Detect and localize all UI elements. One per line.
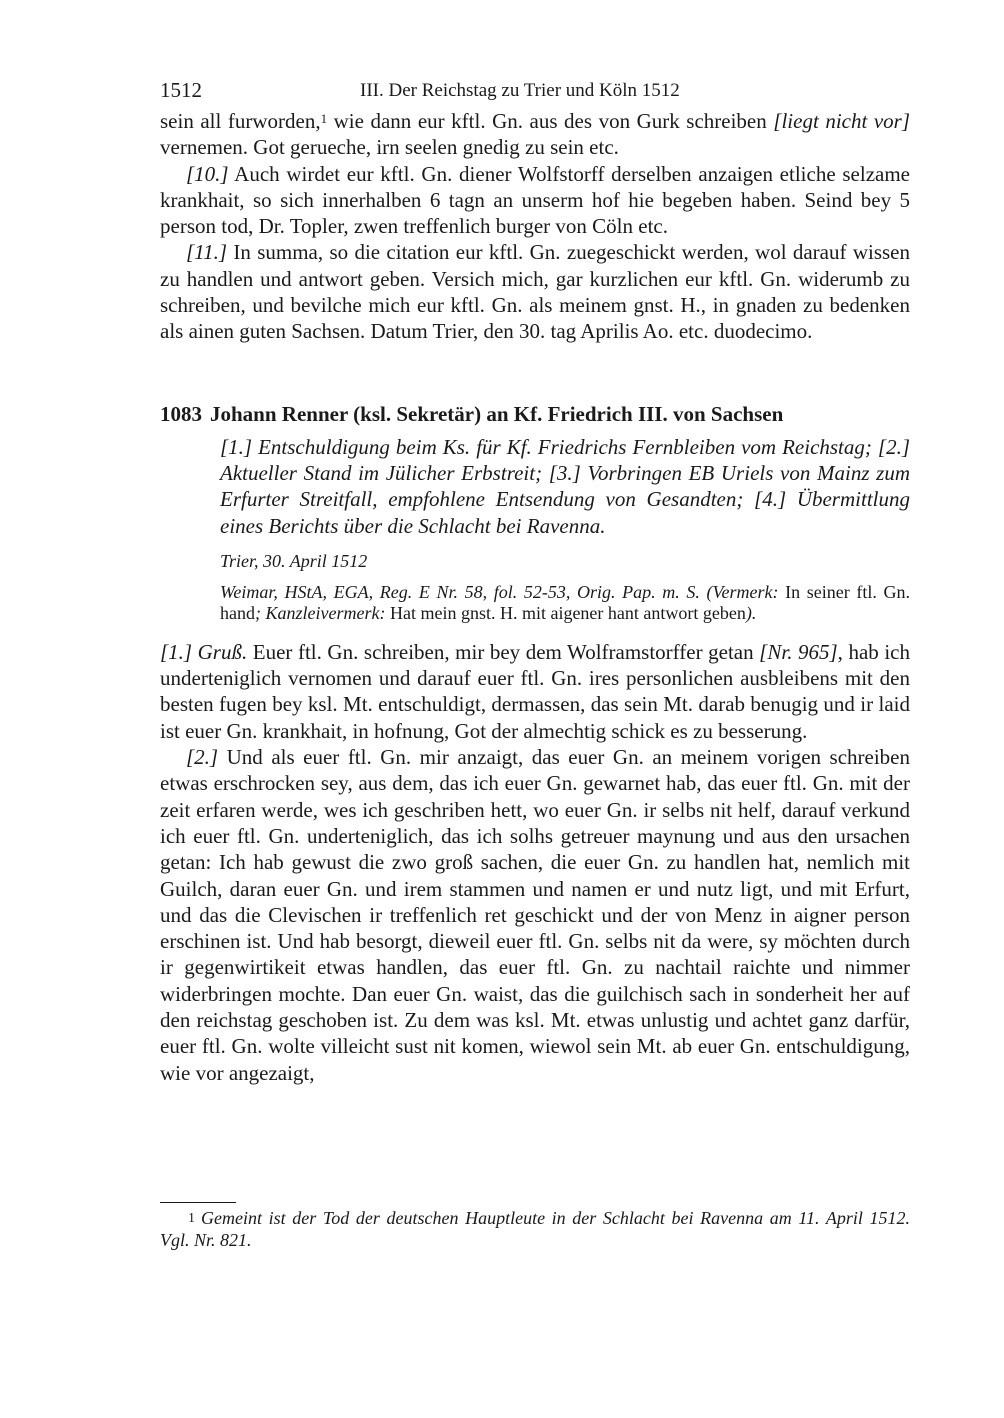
text-run: sein all furworden, <box>160 109 321 133</box>
running-title: III. Der Reichstag zu Trier und Köln 1512 <box>360 80 680 101</box>
document-number: 1083 <box>160 401 202 426</box>
footnote-number: 1 <box>188 1211 195 1226</box>
footnote-rule <box>160 1202 236 1203</box>
text-run: wie dann eur kftl. Gn. aus des von Gurk schreiben <box>327 109 774 133</box>
document-heading <box>160 401 910 427</box>
footnote <box>160 1208 910 1251</box>
letter-paragraph-1 <box>160 639 910 744</box>
previous-letter-paragraph <box>160 108 910 161</box>
paragraph-marker: [10.] <box>186 161 229 186</box>
document-regest: [1.] Entschuldigung beim Ks. für Kf. Friedrichs Fernbleiben vom Reichstag; [2.] Aktueller Stand im Jülicher Erbstreit; [3.] Vorbringen EB Uriels von Mainz zum Erfurter Streitfall, empfohlene Entsendung von Gesandten; [4.] Übermittlung eines Berichts über die Schlacht bei Ravenna. <box>220 434 910 538</box>
cross-reference: [Nr. 965] <box>759 639 838 664</box>
text-run: vernemen. Got gerueche, irn seelen gnedig zu sein etc. <box>160 135 619 160</box>
footnote-ref: 1 <box>320 111 328 126</box>
text-run: Auch wirdet eur kftl. Gn. diener Wolfstorff derselben anzaigen etliche selzame krankhait, so sich innerhalben 6 tagn an unserm hof hie begeben haben. Seind bey 5 person tod, Dr. Topler, zwen treffenlich burger von Cöln etc. <box>160 161 910 239</box>
footnote-text: Gemeint ist der Tod der deutschen Hauptleute in der Schlacht bei Ravenna am 11. April 1512. Vgl. Nr. 821. <box>160 1208 910 1250</box>
paragraph-marker: [2.] <box>186 745 219 770</box>
editorial-note: [liegt nicht vor] <box>773 109 911 133</box>
previous-letter-paragraph-11 <box>160 239 910 344</box>
text-run: In summa, so die citation eur kftl. Gn. zuegeschickt werden, wol darauf wissen zu handlen und antwort geben. Versich mich, gar kurzlichen eur kftl. Gn. widerumb zu schreiben, und bevilche mich eur kftl. Gn. als meinem gnst. H., in gnaden zu bedenken als ainen guten Sachsen. Datum Trier, den 30. tag Aprilis Ao. etc. duodecimo. <box>160 240 910 344</box>
paragraph-marker: [11.] <box>186 240 228 265</box>
text-run: In seiner ftl. Gn. hand <box>220 581 911 624</box>
paragraph-marker: [1.] Gruß. <box>160 639 248 664</box>
document-date-place: Trier, 30. April 1512 <box>220 550 368 571</box>
page <box>160 78 910 1086</box>
text-run: , hab ich underteniglich vernomen und darauf euer ftl. Gn. ires personlichen ausbleibens mit den besten fugen bey ksl. Mt. entschuldigt, dermassen, das sein Mt. darab benugig und ir laid ist euer Gn. krankhait, in hofnung, Got der almechtig schick es zu besserung. <box>160 639 910 743</box>
text-run: Weimar, HStA, EGA, Reg. E Nr. 58, fol. 52-53, Orig. Pap. m. S. (Vermerk: <box>220 581 779 602</box>
running-head <box>160 78 910 108</box>
document-source <box>220 582 910 625</box>
text-run: Hat mein gnst. H. mit aigener hant antwort geben <box>385 603 746 624</box>
document-title: Johann Renner (ksl. Sekretär) an Kf. Friedrich III. von Sachsen <box>210 401 784 426</box>
text-run: Euer ftl. Gn. schreiben, mir bey dem Wolframstorffer getan <box>247 639 760 664</box>
text-run: ; Kanzleivermerk: <box>255 603 386 624</box>
text-run: Und als euer ftl. Gn. mir anzaigt, das euer Gn. an meinem vorigen schreiben etwas erschrocken sey, aus dem, das ich euer Gn. gewarnet hab, das euer ftl. Gn. mit der zeit erfaren werde, wes ich geschriben hett, wo euer Gn. ir selbs nit helf, darauf verkund ich euer ftl. Gn. underteniglich, das ich solhs getreuer maynung und aus den ursachen getan: Ich hab gewust die zwo groß sachen, die euer Gn. zu handlen hat, nemlich mit Guilch, daran euer Gn. und irem stammen und namen er und nutz ligt, und mit Erfurt, und das die Clevischen ir treffenlich ret geschickt und der von Menz in aigner person erschinen ist. Und hab besorgt, dieweil euer ftl. Gn. selbs nit da were, sy möchten durch ir gegenwirtikeit etwas handlen, das euer ftl. Gn. zu nachtail raichte und nimmer widerbringen mochte. Dan euer Gn. waist, das die guilchisch sach in sonderheit her auf den reichstag geschoben ist. Zu dem was ksl. Mt. etwas unlustig und achtet ganz darfür, euer ftl. Gn. wolte villeicht sust nit komen, wiewol sein Mt. ab euer Gn. entschuldigung, wie vor angezaigt, <box>160 745 910 1085</box>
page-number: 1512 <box>160 78 202 102</box>
previous-letter-paragraph-10 <box>160 161 910 240</box>
text-run: ). <box>745 603 757 624</box>
letter-paragraph-2 <box>160 744 910 1086</box>
